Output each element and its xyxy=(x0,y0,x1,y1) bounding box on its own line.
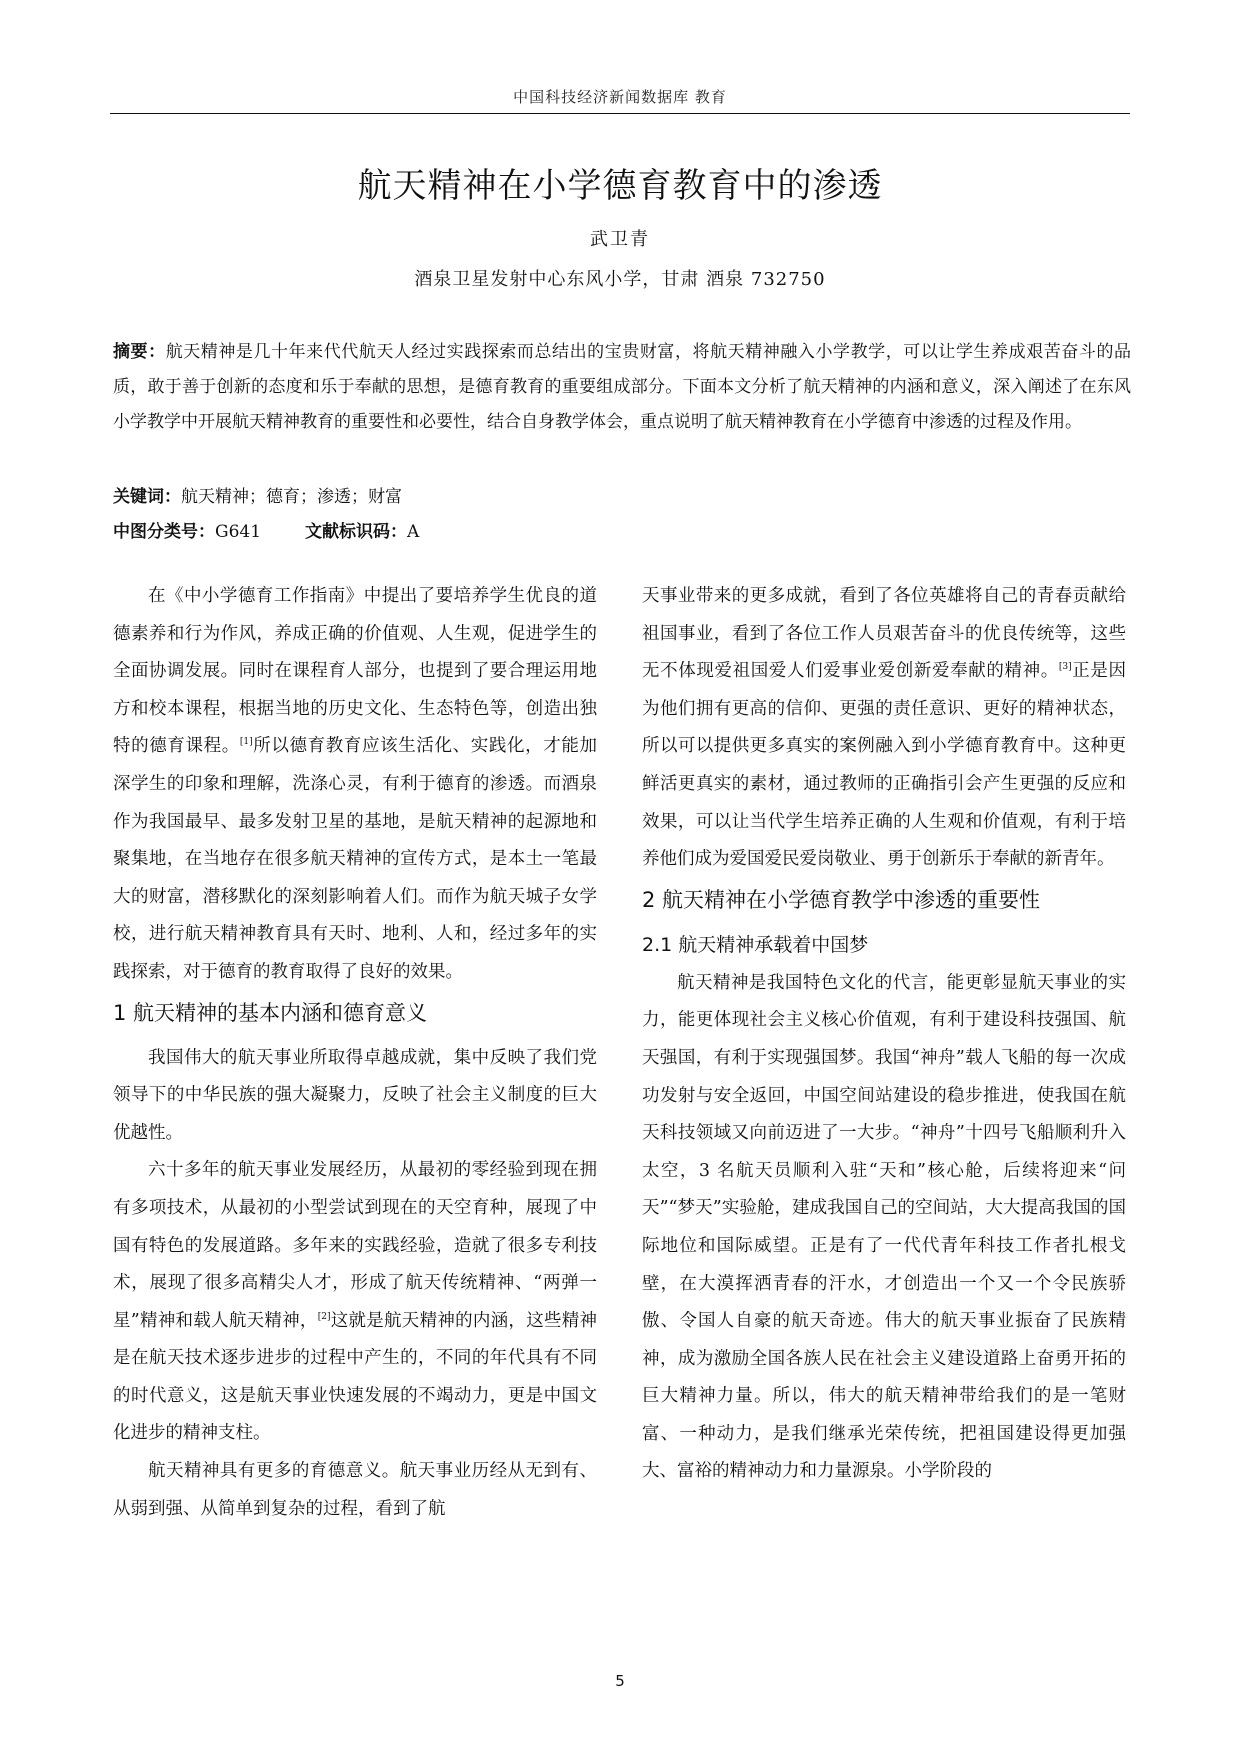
section-heading: 1 航天精神的基本内涵和德育意义 xyxy=(113,1000,428,1025)
paragraph: 航天精神具有更多的育德意义。航天事业历经从无到有、从弱到强、从简单到复杂的过程，看到了航 xyxy=(113,1461,597,1519)
abstract-label: 摘要： xyxy=(113,342,166,362)
citation-ref: [2] xyxy=(317,1311,331,1322)
author-affiliation: 酒泉卫星发射中心东风小学，甘肃 酒泉 732750 xyxy=(414,269,826,290)
running-head: 中国科技经济新闻数据库 教育 xyxy=(513,88,727,106)
left-column xyxy=(113,578,597,1528)
author-name: 武卫青 xyxy=(590,229,650,250)
abstract xyxy=(113,335,1131,440)
paragraph: 六十多年的航天事业发展经历，从最初的零经验到现在拥有多项技术，从最初的小型尝试到现在的天空育种，展现了中国有特色的发展道路。多年来的实践经验，造就了很多专利技术，展现了很多高精尖人才，形成了航天传统精神、“两弹一星”精神和载人航天精神，[2]这就是航天精神的内涵，这些精神是在航天技术逐步进步的过程中产生的，不同的年代具有不同的时代意义，这是航天事业快速发展的不竭动力，更是中国文化进步的精神支柱。 xyxy=(113,1160,598,1444)
keywords-label: 关键词： xyxy=(113,487,181,507)
paper-title: 航天精神在小学德育教育中的渗透 xyxy=(357,166,883,206)
paragraph: 航天精神是我国特色文化的代言，能更彰显航天事业的实力，能更体现社会主义核心价值观，有利于建设科技强国、航天强国，有利于实现强国梦。我国“神舟”载人飞船的每一次成功发射与安全返回，中国空间站建设的稳步推进，使我国在航天科技领域又向前迈进了一大步。“神舟”十四号飞船顺利升入太空，3 名航天员顺利入驻“天和”核心舱，后续将迎来“问天”“梦天”实验舱，建成我国自己的空间站，大大提高我国的国际地位和国际威望。正是有了一代代青年科技工作者扎根戈壁，在大漠挥洒青春的汗水，才创造出一个又一个令民族骄傲、令国人自豪的航天奇迹。伟大的航天事业振奋了民族精神，成为激励全国各族人民在社会主义建设道路上奋勇开拓的巨大精神力量。所以，伟大的航天精神带给我们的是一笔财富、一种动力，是我们继承光荣传统，把祖国建设得更加强大、富裕的精神动力和力量源泉。小学阶段的 xyxy=(642,972,1126,1482)
page-number: 5 xyxy=(615,1672,625,1690)
paragraph: 我国伟大的航天事业所取得卓越成就，集中反映了我们党领导下的中华民族的强大凝聚力，反映了社会主义制度的巨大优越性。 xyxy=(113,1047,597,1143)
classification-line xyxy=(113,515,419,550)
clc-label: 中图分类号： xyxy=(113,522,215,542)
subsection-heading: 2.1 航天精神承载着中国梦 xyxy=(642,933,869,956)
header-rule xyxy=(110,113,1130,114)
right-column xyxy=(642,578,1126,1491)
keywords-text: 航天精神；德育；渗透；财富 xyxy=(181,487,402,507)
keywords xyxy=(113,480,402,515)
section-heading: 2 航天精神在小学德育教学中渗透的重要性 xyxy=(642,887,1041,912)
paragraph: 天事业带来的更多成就，看到了各位英雄将自己的青春贡献给祖国事业，看到了各位工作人员艰苦奋斗的优良传统等，这些无不体现爱祖国爱人们爱事业爱创新爱奉献的精神。[3]正是因为他们拥有更高的信仰、更强的责任意识、更好的精神状态，所以可以提供更多真实的案例融入到小学德育教育中。这种更鲜活更真实的素材，通过教师的正确指引会产生更强的反应和效果，可以让当代学生培养正确的人生观和价值观，有利于培养他们成为爱国爱民爱岗敬业、勇于创新乐于奉献的新青年。 xyxy=(642,586,1126,870)
citation-ref: [3] xyxy=(1058,662,1072,673)
doc-code-label: 文献标识码： xyxy=(305,522,408,542)
abstract-text: 航天精神是几十年来代代航天人经过实践探索而总结出的宝贵财富，将航天精神融入小学教学，可以让学生养成艰苦奋斗的品质，敢于善于创新的态度和乐于奉献的思想，是德育教育的重要组成部分。下面本文分析了航天精神的内涵和意义，深入阐述了在东风小学教学中开展航天精神教育的重要性和必要性，结合自身教学体会，重点说明了航天精神教育在小学德育中渗透的过程及作用。 xyxy=(113,342,1132,432)
doc-code-value: A xyxy=(407,522,420,542)
citation-ref: [1] xyxy=(239,737,253,748)
paragraph: 在《中小学德育工作指南》中提出了要培养学生优良的道德素养和行为作风，养成正确的价值观、人生观，促进学生的全面协调发展。同时在课程育人部分，也提到了要合理运用地方和校本课程，根据当地的历史文化、生态特色等，创造出独特的德育课程。[1]所以德育教育应该生活化、实践化，才能加深学生的印象和理解，洗涤心灵，有利于德育的渗透。而酒泉作为我国最早、最多发射卫星的基地，是航天精神的起源地和聚集地，在当地存在很多航天精神的宣传方式，是本土一笔最大的财富，潜移默化的深刻影响着人们。而作为航天城子女学校，进行航天精神教育具有天时、地利、人和，经过多年的实践探索，对于德育的教育取得了良好的效果。 xyxy=(113,586,597,982)
clc-value: G641 xyxy=(215,522,262,542)
